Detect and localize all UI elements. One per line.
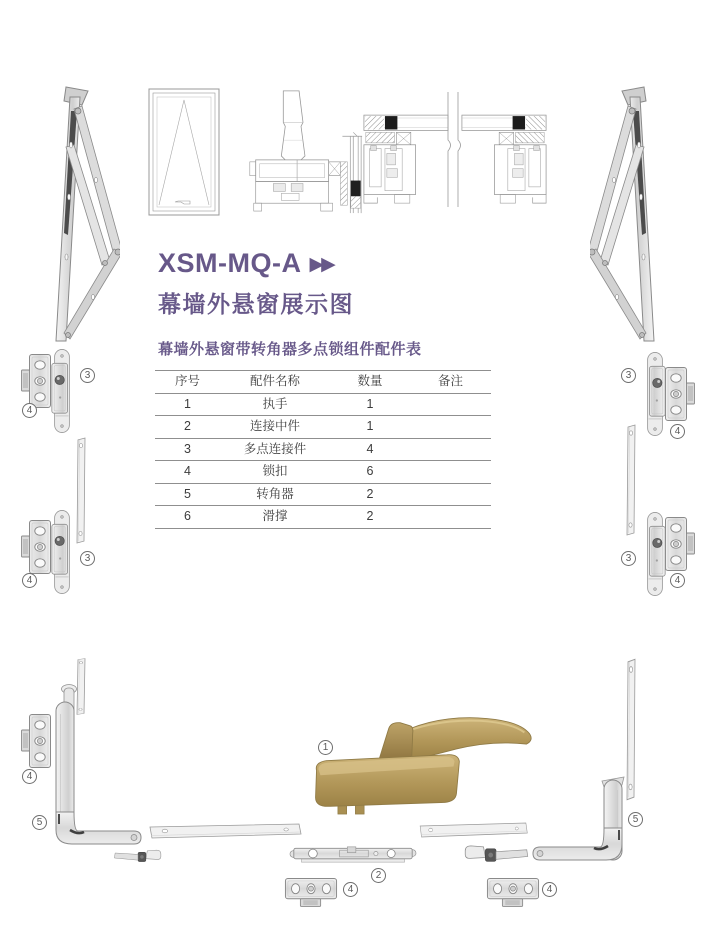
- table-row: [155, 461, 491, 484]
- callout-5-corner-drive: 5: [628, 812, 643, 827]
- callout-3-multipoint: 3: [621, 368, 636, 383]
- callout-3-multipoint: 3: [80, 551, 95, 566]
- frame-section-drawing-right: [460, 85, 548, 217]
- lock-keeper-illustration: [20, 353, 52, 409]
- table-header-row: [155, 371, 491, 394]
- callout-4-keeper: 4: [670, 424, 685, 439]
- friction-stay-left-illustration: [8, 85, 120, 347]
- lock-keeper-illustration: [664, 366, 696, 422]
- lock-bar-illustration: [624, 424, 638, 536]
- table-row: [155, 506, 491, 529]
- cell-qty: 4: [366, 441, 374, 456]
- page-title: [158, 248, 354, 279]
- cell-qty: 2: [366, 509, 374, 523]
- table-row: [155, 483, 491, 506]
- cell-part-name: 滑撑: [262, 509, 288, 523]
- cell-remarks: [410, 461, 491, 484]
- cell-remarks: [410, 416, 491, 439]
- col-header-no: 序号: [174, 374, 200, 388]
- cell-remarks: [410, 438, 491, 461]
- cell-part-name: 锁扣: [262, 464, 288, 478]
- lock-keeper-illustration: [486, 877, 540, 908]
- lock-keeper-illustration: [284, 877, 338, 908]
- cell-no: 6: [184, 509, 191, 523]
- col-header-remarks: 备注: [437, 374, 463, 388]
- callout-4-keeper: 4: [22, 403, 37, 418]
- parts-table: [155, 370, 491, 529]
- table-row: [155, 438, 491, 461]
- cell-qty: 2: [366, 486, 374, 501]
- cell-no: 3: [184, 441, 191, 456]
- lock-keeper-illustration: [20, 519, 52, 575]
- cell-no: 2: [184, 419, 191, 433]
- friction-stay-right-illustration: [590, 85, 702, 347]
- table-caption: 幕墙外悬窗带转角器多点锁组件配件表: [158, 341, 422, 358]
- transmission-rod-illustration: [113, 847, 163, 869]
- lock-keeper-illustration: [664, 516, 696, 572]
- cell-part-name: 多点连接件: [243, 441, 307, 456]
- cell-remarks: [410, 506, 491, 529]
- callout-4-keeper: 4: [22, 769, 37, 784]
- callout-3-multipoint: 3: [621, 551, 636, 566]
- lock-bar-illustration: [74, 437, 88, 544]
- cell-no: 1: [184, 396, 191, 411]
- callout-5-corner-drive: 5: [32, 815, 47, 830]
- table-row: [155, 393, 491, 416]
- callout-4-keeper: 4: [670, 573, 685, 588]
- multipoint-connector-illustration: [643, 510, 667, 598]
- flat-bar-illustration: [147, 823, 302, 839]
- callout-2-middle-connector: 2: [371, 868, 386, 883]
- cell-remarks: [410, 483, 491, 506]
- title-model: XSM-MQ-A: [158, 248, 302, 278]
- col-header-part-name: 配件名称: [249, 374, 300, 388]
- title-block: [158, 248, 354, 319]
- multipoint-connector-illustration: [50, 347, 74, 435]
- multipoint-connector-illustration: [643, 350, 667, 438]
- cell-qty: 6: [366, 464, 374, 478]
- callout-3-multipoint: 3: [80, 368, 95, 383]
- cell-qty: 1: [366, 396, 374, 411]
- middle-connector-illustration: [288, 844, 418, 865]
- flat-bar-illustration: [418, 822, 528, 838]
- callout-4-keeper: 4: [542, 882, 557, 897]
- col-header-qty: 数量: [357, 374, 383, 388]
- page-title-cn: 幕墙外悬窗展示图: [158, 291, 354, 317]
- table-row: [155, 416, 491, 439]
- cell-qty: 1: [366, 419, 374, 433]
- corner-drive-left-illustration: [48, 684, 143, 847]
- multipoint-connector-illustration: [50, 508, 74, 596]
- cell-part-name: 执手: [262, 396, 288, 411]
- cell-part-name: 转角器: [256, 486, 294, 501]
- title-arrows-icon: ▶▶: [309, 254, 333, 275]
- corner-drive-right-illustration: [528, 776, 628, 868]
- cell-part-name: 连接中件: [249, 419, 300, 433]
- frame-section-drawing-left: [362, 85, 450, 217]
- cell-remarks: [410, 393, 491, 416]
- callout-1-handle: 1: [318, 740, 333, 755]
- callout-4-keeper: 4: [22, 573, 37, 588]
- cell-no: 5: [184, 486, 191, 501]
- cell-no: 4: [184, 464, 191, 478]
- transmission-rod-illustration: [462, 844, 530, 869]
- window-handle-illustration: [302, 714, 537, 816]
- handle-cross-section-drawing: [243, 85, 363, 218]
- window-elevation-drawing: [148, 88, 220, 216]
- callout-4-keeper: 4: [343, 882, 358, 897]
